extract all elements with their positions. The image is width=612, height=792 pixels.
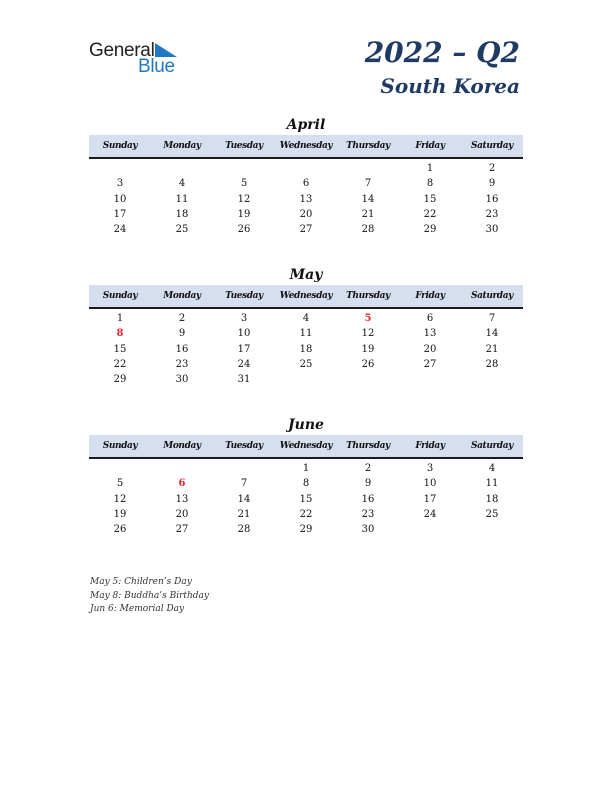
day-cell: 15 — [299, 493, 313, 505]
holiday-day-cell: 8 — [116, 328, 124, 340]
day-cell: 27 — [423, 358, 437, 370]
day-cell: 12 — [361, 328, 375, 340]
country-subtitle: South Korea — [380, 74, 520, 98]
empty-day-cell — [275, 372, 337, 387]
day-cell: 12 — [237, 193, 251, 205]
empty-day-cell — [89, 461, 151, 476]
month-april — [89, 115, 523, 237]
empty-day-cell — [461, 522, 523, 537]
weekday-label-wednesday: Wednesday — [279, 291, 333, 301]
day-cell: 10 — [113, 193, 127, 205]
day-cell: 1 — [302, 463, 310, 474]
day-cell: 29 — [299, 524, 313, 536]
weekday-label-saturday: Saturday — [471, 141, 513, 151]
week-row — [89, 461, 523, 476]
day-cell: 11 — [175, 193, 189, 205]
weekday-label-saturday: Saturday — [471, 441, 513, 451]
day-cell: 13 — [299, 193, 313, 205]
day-cell: 6 — [302, 178, 310, 190]
weekday-header — [89, 285, 523, 309]
day-cell: 2 — [364, 463, 372, 474]
day-cell: 10 — [423, 478, 437, 490]
month-june — [89, 415, 523, 537]
day-cell: 16 — [485, 193, 499, 205]
weekday-label-saturday: Saturday — [471, 291, 513, 301]
day-cell: 25 — [485, 508, 499, 520]
day-cell: 30 — [485, 224, 499, 236]
week-row — [89, 476, 523, 491]
empty-day-cell — [213, 461, 275, 476]
page-title: 2022 – Q2 — [364, 36, 520, 69]
day-cell: 8 — [302, 478, 310, 490]
holiday-day-cell: 5 — [364, 313, 372, 324]
day-cell: 26 — [361, 358, 375, 370]
weekday-label-sunday: Sunday — [102, 291, 138, 301]
day-cell: 7 — [488, 313, 496, 324]
day-cell: 4 — [178, 178, 186, 190]
weekday-label-monday: Monday — [163, 441, 201, 451]
day-cell: 13 — [175, 493, 189, 505]
day-cell: 9 — [364, 478, 372, 490]
week-row — [89, 192, 523, 207]
day-cell: 10 — [237, 328, 251, 340]
day-cell: 13 — [423, 328, 437, 340]
weekday-label-friday: Friday — [415, 291, 445, 301]
weekday-label-sunday: Sunday — [102, 441, 138, 451]
day-cell: 18 — [175, 208, 189, 220]
month-grid — [89, 459, 523, 537]
day-cell: 28 — [361, 224, 375, 236]
day-cell: 26 — [237, 224, 251, 236]
weekday-label-thursday: Thursday — [346, 441, 390, 451]
weekday-label-wednesday: Wednesday — [279, 141, 333, 151]
day-cell: 25 — [175, 224, 189, 236]
day-cell: 18 — [485, 493, 499, 505]
day-cell: 20 — [299, 208, 313, 220]
day-cell: 17 — [113, 208, 127, 220]
day-cell: 22 — [423, 208, 437, 220]
day-cell: 3 — [426, 463, 434, 474]
day-cell: 15 — [113, 343, 127, 355]
day-cell: 21 — [485, 343, 499, 355]
day-cell: 16 — [175, 343, 189, 355]
day-cell: 28 — [485, 358, 499, 370]
empty-day-cell — [275, 161, 337, 176]
day-cell: 4 — [302, 313, 310, 324]
weekday-label-monday: Monday — [163, 141, 201, 151]
day-cell: 3 — [240, 313, 248, 324]
day-cell: 2 — [178, 313, 186, 324]
day-cell: 19 — [113, 508, 127, 520]
weekday-label-thursday: Thursday — [346, 291, 390, 301]
weekday-label-tuesday: Tuesday — [225, 291, 263, 301]
day-cell: 22 — [299, 508, 313, 520]
day-cell: 18 — [299, 343, 313, 355]
day-cell: 27 — [299, 224, 313, 236]
day-cell: 1 — [116, 313, 124, 324]
holiday-notes — [90, 576, 209, 617]
empty-day-cell — [89, 161, 151, 176]
week-row — [89, 207, 523, 222]
day-cell: 21 — [237, 508, 251, 520]
logo-text-general: General — [89, 40, 155, 61]
day-cell: 4 — [488, 463, 496, 474]
day-cell: 2 — [488, 163, 496, 174]
day-cell: 24 — [237, 358, 251, 370]
holiday-note: May 8: Buddha’s Birthday — [90, 590, 209, 601]
day-cell: 5 — [240, 178, 248, 190]
week-row — [89, 522, 523, 537]
empty-day-cell — [151, 461, 213, 476]
empty-day-cell — [213, 161, 275, 176]
month-grid — [89, 309, 523, 387]
week-row — [89, 326, 523, 341]
holiday-note: Jun 6: Memorial Day — [90, 604, 185, 614]
weekday-label-thursday: Thursday — [346, 141, 390, 151]
day-cell: 11 — [485, 478, 499, 490]
weekday-header — [89, 435, 523, 459]
day-cell: 6 — [426, 313, 434, 324]
day-cell: 16 — [361, 493, 375, 505]
week-row — [89, 507, 523, 522]
weekday-label-friday: Friday — [415, 441, 445, 451]
day-cell: 20 — [423, 343, 437, 355]
day-cell: 17 — [237, 343, 251, 355]
empty-day-cell — [399, 372, 461, 387]
day-cell: 3 — [116, 178, 124, 190]
month-may — [89, 265, 523, 387]
day-cell: 9 — [488, 178, 496, 190]
week-row — [89, 357, 523, 372]
day-cell: 25 — [299, 358, 313, 370]
weekday-label-friday: Friday — [415, 141, 445, 151]
empty-day-cell — [461, 372, 523, 387]
day-cell: 12 — [113, 493, 127, 505]
day-cell: 24 — [113, 224, 127, 236]
day-cell: 27 — [175, 524, 189, 536]
empty-day-cell — [337, 161, 399, 176]
week-row — [89, 222, 523, 237]
day-cell: 1 — [426, 163, 434, 174]
day-cell: 14 — [361, 193, 375, 205]
day-cell: 14 — [485, 328, 499, 340]
day-cell: 5 — [116, 478, 124, 490]
month-title: April — [286, 117, 326, 133]
week-row — [89, 372, 523, 387]
day-cell: 23 — [485, 208, 499, 220]
weekday-header — [89, 135, 523, 159]
day-cell: 30 — [361, 524, 375, 536]
month-title: May — [289, 267, 323, 283]
holiday-note: May 5: Children’s Day — [90, 577, 192, 587]
weekday-label-wednesday: Wednesday — [279, 441, 333, 451]
week-row — [89, 161, 523, 176]
week-row — [89, 492, 523, 507]
day-cell: 9 — [178, 328, 186, 340]
weekday-label-tuesday: Tuesday — [225, 441, 263, 451]
day-cell: 11 — [299, 328, 313, 340]
day-cell: 23 — [361, 508, 375, 520]
day-cell: 24 — [423, 508, 437, 520]
generalblue-logo — [89, 40, 189, 76]
day-cell: 23 — [175, 358, 189, 370]
day-cell: 15 — [423, 193, 437, 205]
day-cell: 8 — [426, 178, 434, 190]
day-cell: 20 — [175, 508, 189, 520]
holiday-day-cell: 6 — [178, 478, 186, 490]
week-row — [89, 311, 523, 326]
month-grid — [89, 159, 523, 237]
day-cell: 31 — [237, 374, 251, 386]
weekday-label-sunday: Sunday — [102, 141, 138, 151]
empty-day-cell — [337, 372, 399, 387]
day-cell: 19 — [361, 343, 375, 355]
day-cell: 22 — [113, 358, 127, 370]
day-cell: 29 — [423, 224, 437, 236]
day-cell: 29 — [113, 374, 127, 386]
weekday-label-tuesday: Tuesday — [225, 141, 263, 151]
logo-text-blue: Blue — [138, 56, 175, 77]
day-cell: 21 — [361, 208, 375, 220]
day-cell: 14 — [237, 493, 251, 505]
logo-flag-icon — [155, 43, 177, 57]
day-cell: 30 — [175, 374, 189, 386]
week-row — [89, 176, 523, 191]
empty-day-cell — [151, 161, 213, 176]
day-cell: 17 — [423, 493, 437, 505]
month-title: June — [288, 417, 324, 433]
day-cell: 7 — [364, 178, 372, 190]
week-row — [89, 342, 523, 357]
weekday-label-monday: Monday — [163, 291, 201, 301]
empty-day-cell — [399, 522, 461, 537]
day-cell: 28 — [237, 524, 251, 536]
day-cell: 7 — [240, 478, 248, 490]
day-cell: 19 — [237, 208, 251, 220]
day-cell: 26 — [113, 524, 127, 536]
